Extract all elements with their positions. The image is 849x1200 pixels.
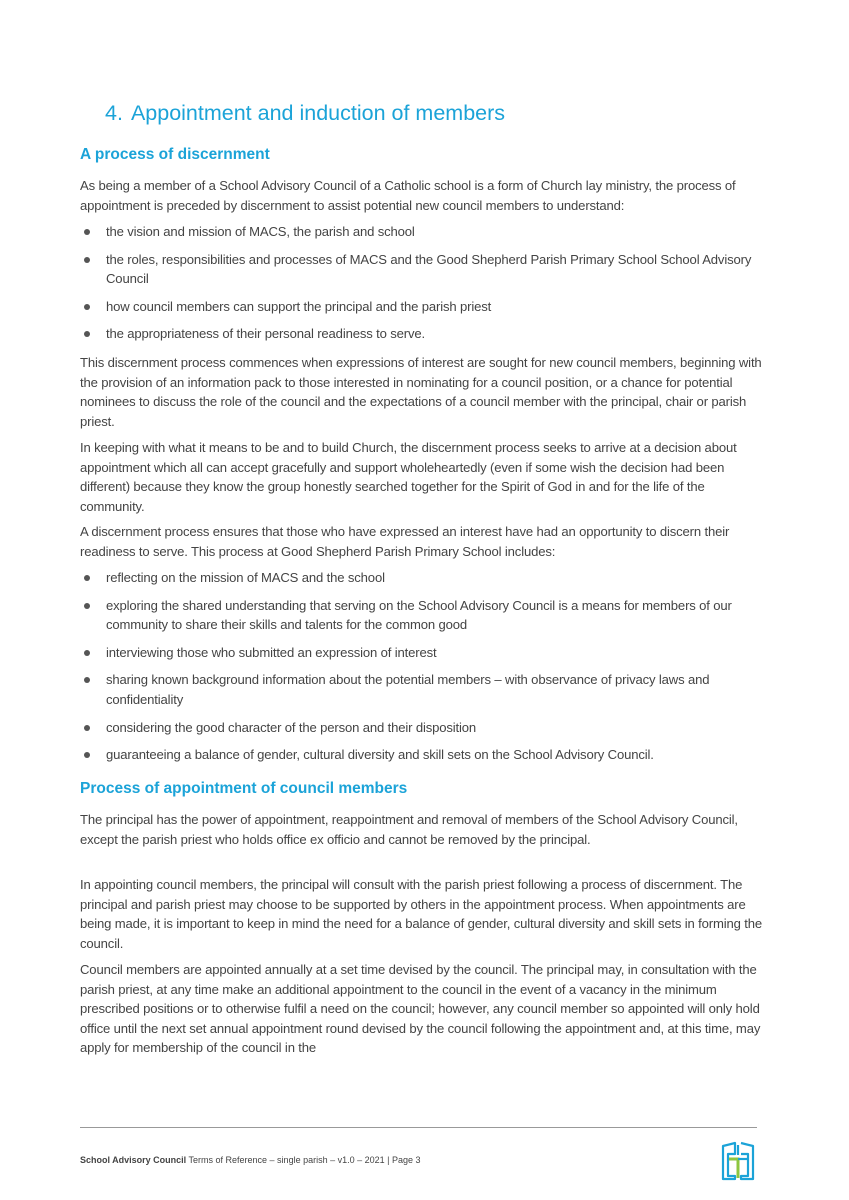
appointment-paragraph: The principal has the power of appointment, reappointment and removal of members of the School Advisory Council, except the parish priest who holds office ex officio and cannot be removed by the principal.: [80, 812, 738, 847]
discernment-paragraph: A discernment process ensures that those who have expressed an interest have had an opportunity to discern their readiness to serve. This process at Good Shepherd Parish Primary School includes:: [80, 524, 730, 559]
list-item: the vision and mission of MACS, the parish and school: [80, 222, 770, 242]
discernment-heading: A process of discernment: [80, 146, 270, 163]
list-item: the roles, responsibilities and processes of MACS and the Good Shepherd Parish Primary School School Advisory Council: [80, 250, 770, 289]
bullet-icon: [84, 603, 90, 609]
discernment-process-list: [80, 568, 770, 765]
bullet-icon: [84, 725, 90, 731]
list-item: reflecting on the mission of MACS and the school: [80, 568, 770, 588]
discernment-paragraph: This discernment process commences when expressions of interest are sought for new council members, beginning with the provision of an information pack to those interested in nominating for a council position, or a chance for potential nominees to discuss the role of the council and the expectations of a council member with the principal, chair or parish priest.: [80, 355, 762, 429]
list-item: how council members can support the principal and the parish priest: [80, 297, 770, 317]
bullet-icon: [84, 677, 90, 683]
bullet-icon: [84, 331, 90, 337]
bullet-icon: [84, 575, 90, 581]
macs-church-logo-icon: [720, 1141, 756, 1181]
appointment-paragraph: Council members are appointed annually at a set time devised by the council. The principal may, in consultation with the parish priest, at any time make an additional appointment to the council in the event of a vacancy in the minimum prescribed positions or to otherwise fulfil a need on the council; however, any council member so appointed will only hold office until the next set annual appointment round devised by the council following the appointment and, at this time, may apply for membership of the council in the: [80, 962, 761, 1056]
list-item: interviewing those who submitted an expression of interest: [80, 643, 770, 663]
list-item: exploring the shared understanding that serving on the School Advisory Council is a means for members of our community to share their skills and talents for the common good: [80, 596, 770, 635]
appointment-heading: Process of appointment of council members: [80, 780, 408, 797]
bullet-icon: [84, 257, 90, 263]
bullet-icon: [84, 229, 90, 235]
list-item: guaranteeing a balance of gender, cultural diversity and skill sets on the School Advisory Council.: [80, 745, 770, 765]
discernment-bullet-list: [80, 222, 770, 344]
list-item: sharing known background information about the potential members – with observance of privacy laws and confidentiality: [80, 670, 770, 709]
footer-divider: [80, 1127, 757, 1128]
list-item: the appropriateness of their personal readiness to serve.: [80, 324, 770, 344]
bullet-icon: [84, 304, 90, 310]
discernment-intro: As being a member of a School Advisory Council of a Catholic school is a form of Church lay ministry, the process of appointment is preceded by discernment to assist potential new council members to understand:: [80, 178, 736, 213]
appointment-paragraph: In appointing council members, the principal will consult with the parish priest following a process of discernment. The principal and parish priest may choose to be supported by others in the appointment process. When appointments are being made, it is important to keep in mind the need for a balance of gender, cultural diversity and skill sets in forming the council.: [80, 877, 762, 951]
discernment-paragraph: In keeping with what it means to be and to build Church, the discernment process seeks to arrive at a decision about appointment which all can accept gracefully and support wholeheartedly (even if some wish the decision had been different) because they know the group honestly searched together for the Spirit of God in and for the life of the community.: [80, 440, 737, 514]
section-number: 4.: [105, 101, 123, 125]
bullet-icon: [84, 650, 90, 656]
section-title: 4. Appointment and induction of members: [105, 101, 506, 125]
footer-text: School Advisory Council Terms of Reference – single parish – v1.0 – 2021 | Page 3: [80, 1155, 421, 1165]
list-item: considering the good character of the person and their disposition: [80, 718, 770, 738]
bullet-icon: [84, 752, 90, 758]
